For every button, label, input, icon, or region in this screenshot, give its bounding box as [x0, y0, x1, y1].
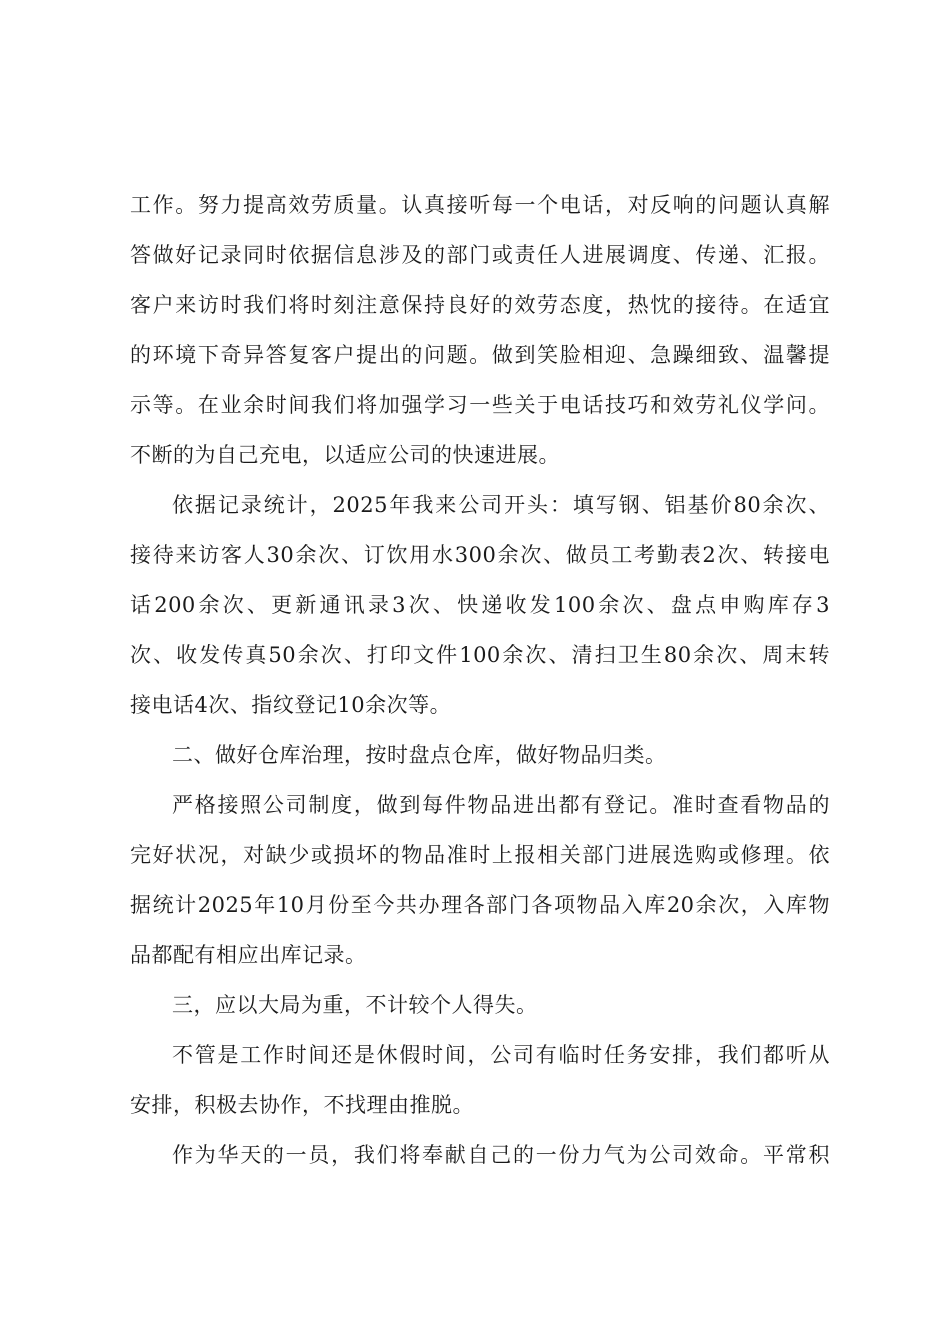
- text-line: 客户来访时我们将时刻注意保持良好的效劳态度，热忱的接待。在适宜: [130, 293, 830, 317]
- text-line: 不断的为自己充电，以适应公司的快速进展。: [130, 443, 560, 467]
- paragraph-first-line: 不管是工作时间还是休假时间，公司有临时任务安排，我们都听从: [172, 1043, 830, 1067]
- text-line: 示等。在业余时间我们将加强学习一些关于电话技巧和效劳礼仪学问。: [130, 393, 830, 417]
- text-line: 据统计2025年10月份至今共办理各部门各项物品入库20余次，入库物: [130, 893, 830, 917]
- section-heading: 二、做好仓库治理，按时盘点仓库，做好物品归类。: [172, 743, 667, 767]
- text-line: 品都配有相应出库记录。: [130, 943, 367, 967]
- text-line: 工作。努力提高效劳质量。认真接听每一个电话，对反响的问题认真解: [130, 193, 830, 217]
- text-line: 次、收发传真50余次、打印文件100余次、清扫卫生80余次、周末转: [130, 643, 830, 667]
- paragraph-first-line: 依据记录统计，2025年我来公司开头：填写钢、铝基价80余次、: [172, 493, 830, 517]
- text-line: 答做好记录同时依据信息涉及的部门或责任人进展调度、传递、汇报。: [130, 243, 830, 267]
- paragraph-first-line: 严格接照公司制度，做到每件物品进出都有登记。准时查看物品的: [172, 793, 830, 817]
- text-line: 完好状况，对缺少或损坏的物品准时上报相关部门进展选购或修理。依: [130, 843, 830, 867]
- paragraph-first-line: 作为华天的一员，我们将奉献自己的一份力气为公司效命。平常积: [172, 1143, 830, 1167]
- text-line: 安排，积极去协作，不找理由推脱。: [130, 1093, 474, 1117]
- text-line: 的环境下奇异答复客户提出的问题。做到笑脸相迎、急躁细致、温馨提: [130, 343, 830, 367]
- text-line: 接电话4次、指纹登记10余次等。: [130, 693, 452, 717]
- text-line: 话200余次、更新通讯录3次、快递收发100余次、盘点申购库存3: [130, 593, 830, 617]
- text-line: 接待来访客人30余次、订饮用水300余次、做员工考勤表2次、转接电: [130, 543, 830, 567]
- section-heading: 三，应以大局为重，不计较个人得失。: [172, 993, 538, 1017]
